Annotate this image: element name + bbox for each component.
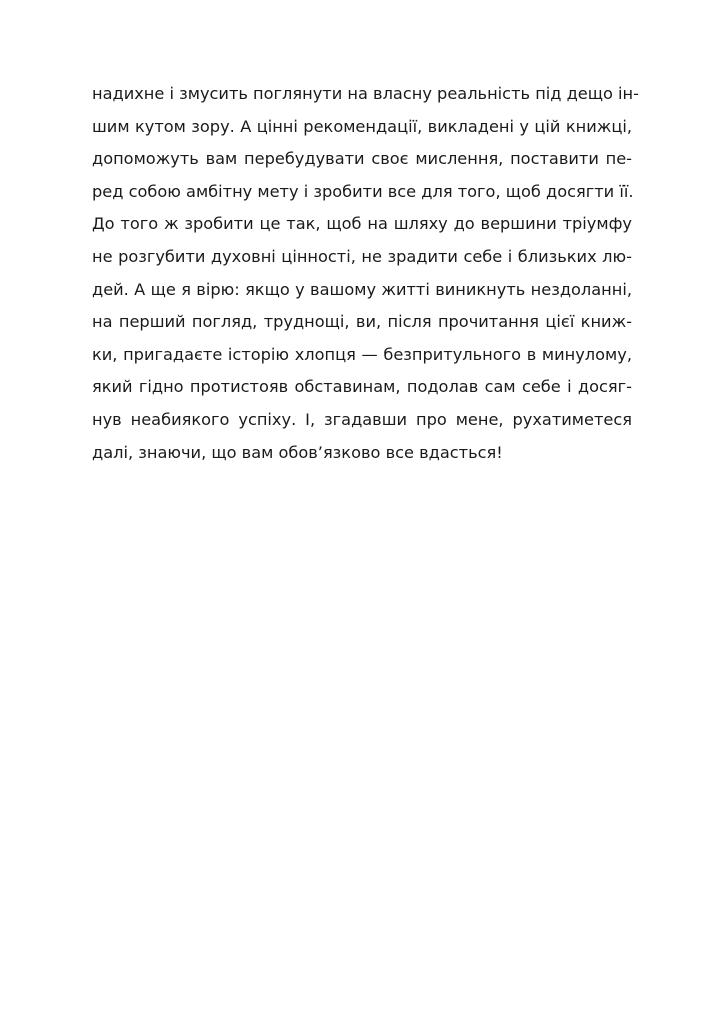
paragraph-line-8: на перший погляд, труднощі, ви, після прочитання цієї книж-: [92, 312, 632, 332]
paragraph-line-11: нув неабиякого успіху. І, згадавши про мене, рухатиметеся: [92, 409, 632, 429]
paragraph-line-3: допоможуть вам перебудувати своє мислення, поставити пе-: [92, 149, 632, 169]
paragraph-line-2: шим кутом зору. А цінні рекомендації, викладені у цій книжці,: [92, 116, 632, 136]
paragraph-line-10: який гідно протистояв обставинам, подолав сам себе і досяг-: [92, 377, 632, 397]
paragraph-line-4: ред собою амбітну мету і зробити все для того, щоб досягти її.: [92, 181, 634, 201]
paragraph-line-1: надихне і змусить поглянути на власну реальність під дещо ін-: [92, 84, 639, 103]
paragraph-line-5: До того ж зробити це так, щоб на шляху до вершини тріумфу: [92, 214, 632, 234]
paragraph-line-7: дей. А ще я вірю: якщо у вашому житті виникнуть нездоланні,: [92, 279, 632, 299]
paragraph-line-12: далі, знаючи, що вам обов’язково все вдасться!: [92, 442, 503, 462]
paragraph-line-9: ки, пригадаєте історію хлопця — безпритульного в минулому,: [92, 344, 632, 364]
paragraph-line-6: не розгубити духовні цінності, не зрадити себе і близьких лю-: [92, 246, 632, 266]
body-paragraph: [92, 78, 639, 469]
